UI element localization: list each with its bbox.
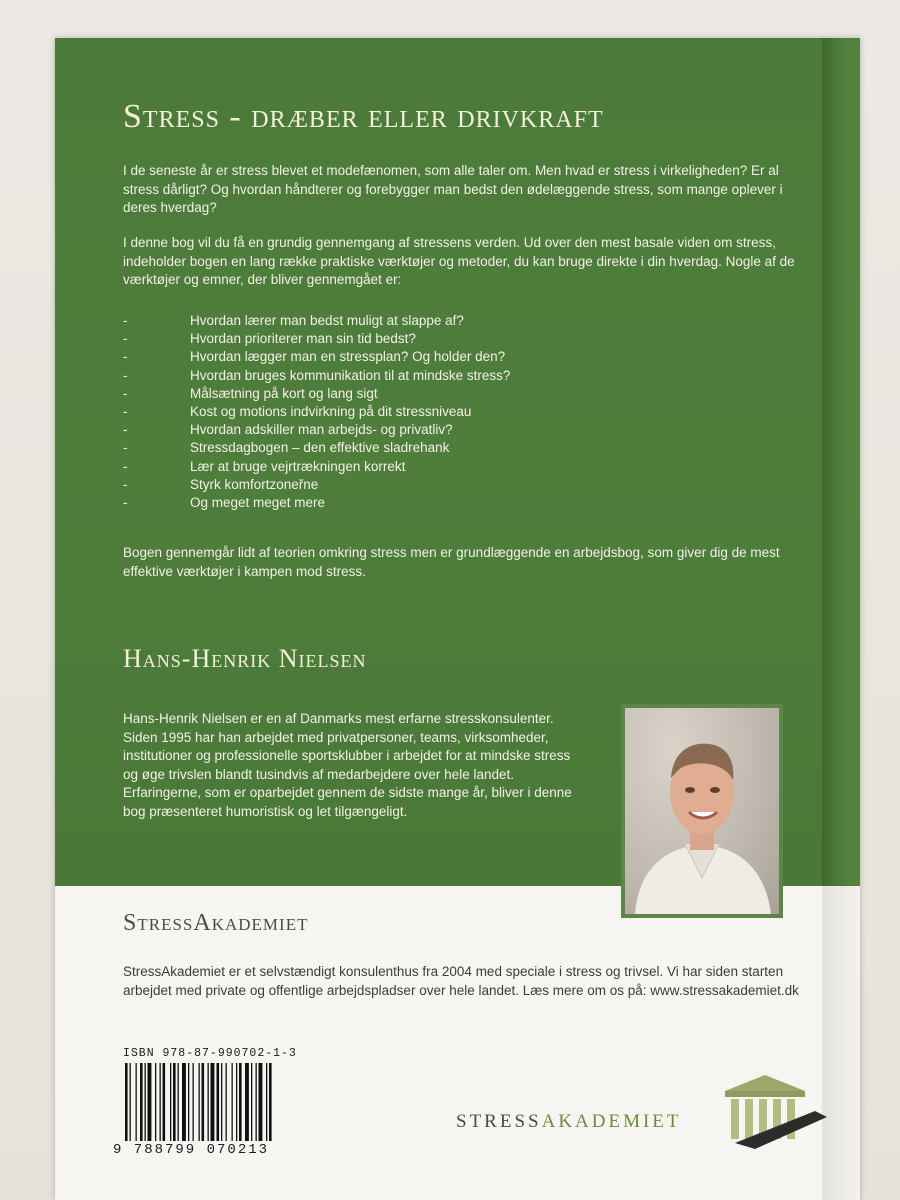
bullet-dash: - bbox=[123, 367, 128, 383]
topic-list-item bbox=[123, 458, 723, 476]
author-portrait bbox=[621, 704, 783, 918]
bullet-dash: - bbox=[123, 422, 128, 438]
topic-text: Kost og motions indvirkning på dit stressniveau bbox=[190, 404, 472, 420]
topic-text: Lær at bruge vejrtrækningen korrekt bbox=[190, 458, 406, 474]
topic-list-item bbox=[123, 330, 723, 348]
topic-list-item bbox=[123, 439, 723, 457]
author-bio-2: Erfaringerne, som er oparbejdet gennem de sidste mange år, bliver i denne bog præsenteret humoristisk og let tilgængeligt. bbox=[123, 785, 572, 819]
topic-list-item bbox=[123, 476, 723, 494]
bullet-dash: - bbox=[123, 349, 128, 365]
spine-edge-lower bbox=[822, 886, 860, 1200]
logo-text-accent: AKADEMIET bbox=[541, 1111, 682, 1132]
topic-text: Hvordan lærer man bedst muligt at slappe af? bbox=[190, 313, 464, 328]
book-title: Stress - dræber eller drivkraft bbox=[123, 98, 604, 135]
bullet-dash: - bbox=[123, 385, 128, 401]
topic-list-item bbox=[123, 385, 723, 403]
bullet-dash: - bbox=[123, 313, 128, 328]
topic-list-item bbox=[123, 494, 723, 512]
topic-text: Hvordan prioriterer man sin tid bedst? bbox=[190, 331, 416, 347]
topic-text: Stressdagbogen – den effektive sladrehank bbox=[190, 440, 450, 456]
intro-paragraph-2: I denne bog vil du få en grundig gennemgang af stressens verden. Ud over den mest basale viden om stress, indeholder bogen en lang række praktiske værktøjer og metoder, du kan bruge direkte i din hverdag. Nogle af de værktøjer og emner, der bliver gennemgået er: bbox=[123, 235, 795, 287]
topic-text: Hvordan lægger man en stressplan? Og holder den? bbox=[190, 349, 506, 365]
summary-paragraph: Bogen gennemgår lidt af teorien omkring stress men er grundlæggende en arbejdsbog, som giver dig de mest effektive værktøjer i kampen mod stress. bbox=[123, 545, 780, 579]
logo-text-main: STRESS bbox=[456, 1111, 542, 1132]
author-photo bbox=[625, 708, 779, 914]
topic-list-item bbox=[123, 312, 723, 330]
barcode-digits: 9 788799 070213 bbox=[113, 1142, 270, 1158]
bullet-dash: - bbox=[123, 458, 128, 474]
author-heading: Hans-Henrik Nielsen bbox=[123, 644, 367, 673]
publisher-logo-text bbox=[456, 1111, 682, 1133]
publisher-description: StressAkademiet er et selvstændigt konsulenthus fra 2004 med speciale i stress og trivsel. Vi har siden starten arbejdet med private og offentlige arbejdspladser over hele landet. Læs mere om os på: www.stressakademiet.dk bbox=[123, 964, 799, 998]
bullet-dash: - bbox=[123, 404, 128, 420]
publisher-heading: StressAkademiet bbox=[123, 910, 309, 936]
topic-text: Hvordan bruges kommunikation til at mindske stress? bbox=[190, 367, 511, 383]
isbn-label: ISBN 978-87-990702-1-3 bbox=[123, 1047, 297, 1060]
barcode bbox=[123, 1063, 313, 1149]
bullet-dash: - bbox=[123, 476, 128, 492]
author-bio-1: Hans-Henrik Nielsen er en af Danmarks mest erfarne stresskonsulenter. Siden 1995 har han arbejdet med privatpersoner, teams, virksomheder, institutioner og professionelle sportsklubber i arbejdet for at mindske stress og øge trivslen blandt tusindvis af medarbejdere over hele landet. bbox=[123, 711, 571, 782]
topic-list-item bbox=[123, 403, 723, 421]
topic-text: Hvordan adskiller man arbejds- og privatliv? bbox=[190, 422, 453, 438]
topic-list bbox=[123, 312, 723, 512]
topic-list-item bbox=[123, 367, 723, 385]
topic-text: Og meget meget mere bbox=[190, 495, 326, 511]
bullet-dash: - bbox=[123, 331, 128, 347]
topic-text: Styrk komfortzoneřne bbox=[190, 476, 319, 492]
topic-text: Målsætning på kort og lang sigt bbox=[190, 385, 378, 401]
book-back-cover bbox=[55, 38, 860, 1200]
intro-paragraph-1: I de seneste år er stress blevet et modefænomen, som alle taler om. Men hvad er stress i virkeligheden? Er al stress dårligt? Og hvordan håndterer og forebygger man bedst den ødelæggende stress, som mange oplever i deres hverdag? bbox=[123, 163, 783, 215]
temple-logo-icon bbox=[715, 1071, 835, 1151]
bullet-dash: - bbox=[123, 440, 128, 456]
topic-list-item bbox=[123, 348, 723, 366]
bullet-dash: - bbox=[123, 495, 128, 511]
spine-edge bbox=[822, 38, 860, 886]
topic-list-item bbox=[123, 421, 723, 439]
